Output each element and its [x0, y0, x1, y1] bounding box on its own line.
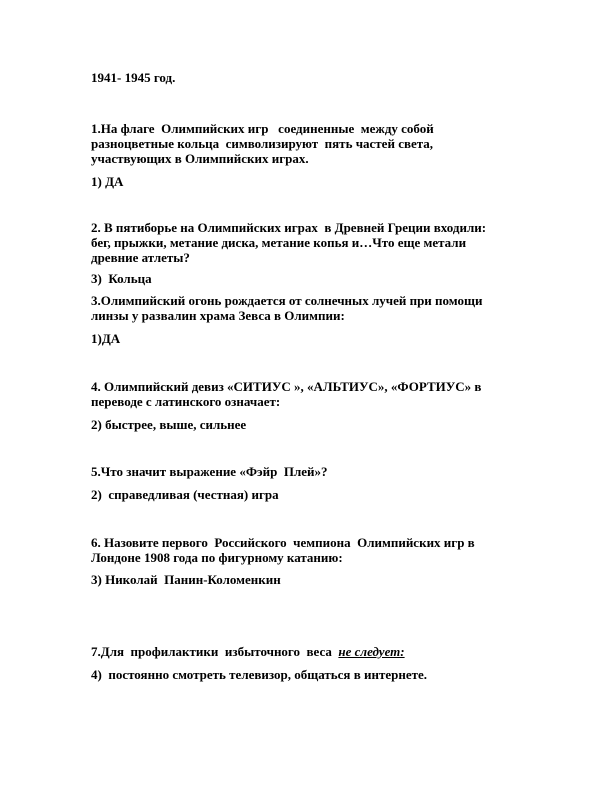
question-3-line-1: 3.Олимпийский огонь рождается от солнечных лучей при помощи — [91, 293, 483, 308]
question-7-line-1 — [91, 644, 405, 659]
answer-3: 1)ДА — [91, 331, 121, 346]
answer-1: 1) ДА — [91, 174, 124, 189]
answer-6: 3) Николай Панин-Коломенкин — [91, 572, 281, 587]
question-7-prefix: 7.Для профилактики избыточного веса — [91, 644, 339, 659]
question-6-line-1: 6. Назовите первого Российского чемпиона Олимпийских игр в — [91, 535, 475, 550]
answer-7: 4) постоянно смотреть телевизор, общаться в интернете. — [91, 667, 428, 682]
question-2-line-1: 2. В пятиборье на Олимпийских играх в Древней Греции входили: — [91, 220, 487, 235]
question-4-line-2: переводе с латинского означает: — [91, 394, 281, 409]
question-3-line-2: линзы у развалин храма Зевса в Олимпии: — [91, 308, 345, 323]
question-7-emphasis: не следует: — [338, 644, 405, 659]
answer-2: 3) Кольца — [91, 271, 152, 286]
question-1-line-3: участвующих в Олимпийских играх. — [91, 151, 309, 166]
question-1-line-2: разноцветные кольца символизируют пять частей света, — [91, 136, 434, 151]
question-1-line-1: 1.На флаге Олимпийских игр соединенные между собой — [91, 121, 434, 136]
question-2-line-3: древние атлеты? — [91, 250, 190, 265]
header-years: 1941- 1945 год. — [91, 70, 176, 85]
question-4-line-1: 4. Олимпийский девиз «СИТИУС », «АЛЬТИУС», «ФОРТИУС» в — [91, 379, 482, 394]
answer-4: 2) быстрее, выше, сильнее — [91, 417, 247, 432]
question-6-line-2: Лондоне 1908 года по фигурному катанию: — [91, 550, 343, 565]
answer-5: 2) справедливая (честная) игра — [91, 487, 279, 502]
question-5-line-1: 5.Что значит выражение «Фэйр Плей»? — [91, 464, 328, 479]
question-2-line-2: бег, прыжки, метание диска, метание копья и…Что еще метали — [91, 235, 467, 250]
